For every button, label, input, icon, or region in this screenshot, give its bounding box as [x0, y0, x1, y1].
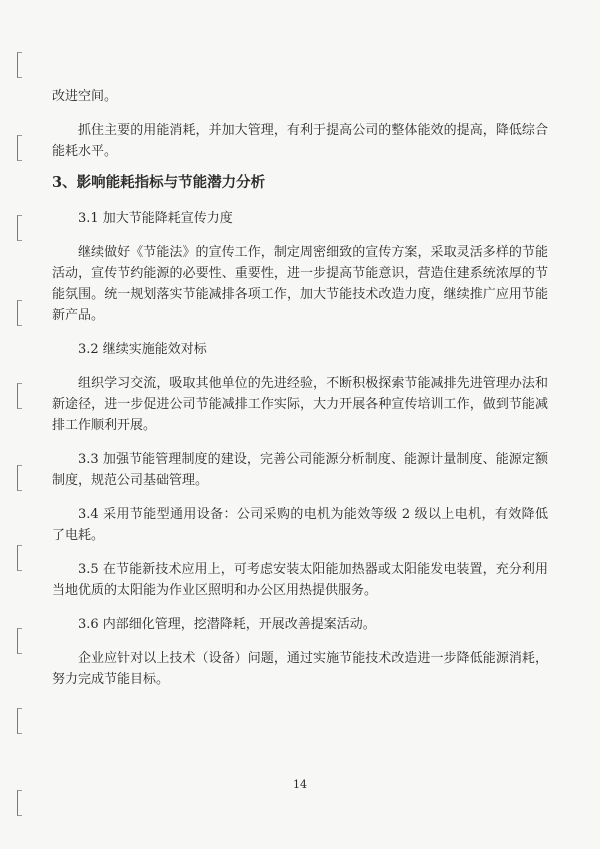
subsection-heading: 3.1 加大节能降耗宣传力度: [78, 211, 233, 226]
paragraph: 3.3 加强节能管理制度的建设，完善公司能源分析制度、能源计量制度、能源定额制度，规范公司基础管理。: [52, 452, 548, 488]
binding-mark: [17, 135, 22, 161]
paragraph: 3.4 采用节能型通用设备：公司采购的电机为能效等级 2 级以上电机，有效降低了电耗。: [52, 507, 548, 543]
page-number: 14: [293, 778, 307, 791]
paragraph: 企业应针对以上技术（设备）问题，通过实施节能技术改造进一步降低能源消耗，努力完成节能目标。: [52, 651, 548, 687]
binding-mark: [17, 545, 22, 571]
binding-mark: [17, 628, 22, 654]
binding-mark: [17, 790, 22, 816]
binding-mark: [17, 465, 22, 491]
subsection-heading: 3.2 继续实施能效对标: [78, 342, 207, 357]
paragraph: 3.6 内部细化管理，挖潜降耗，开展改善提案活动。: [78, 617, 376, 632]
paragraph: 改进空间。: [52, 89, 118, 104]
paragraph: 3.5 在节能新技术应用上，可考虑安装太阳能加热器或太阳能发电装置，充分利用当地优质的太阳能为作业区照明和办公区用热提供服务。: [52, 562, 548, 598]
paragraph: 组织学习交流，吸取其他单位的先进经验，不断积极探索节能减排先进管理办法和新途径，进一步促进公司节能减排工作实际，大力开展各种宣传培训工作，做到节能减排工作顺利开展。: [52, 376, 548, 433]
binding-mark: [17, 300, 22, 326]
binding-mark: [17, 215, 22, 241]
section-heading: 3、影响能耗指标与节能潜力分析: [52, 174, 266, 191]
paragraph: 抓住主要的用能消耗，并加大管理，有利于提高公司的整体能效的提高，降低综合能耗水平。: [52, 123, 548, 159]
binding-mark: [17, 383, 22, 409]
binding-mark: [17, 52, 22, 78]
binding-mark: [17, 708, 22, 734]
body-text: [52, 86, 548, 690]
paragraph: 继续做好《节能法》的宣传工作，制定周密细致的宣传方案，采取灵活多样的节能活动，宣传节约能源的必要性、重要性，进一步提高节能意识，营造住建系统浓厚的节能氛围。统一规划落实节能减排各项工作，加大节能技术改造力度，继续推广应用节能新产品。: [52, 245, 548, 323]
